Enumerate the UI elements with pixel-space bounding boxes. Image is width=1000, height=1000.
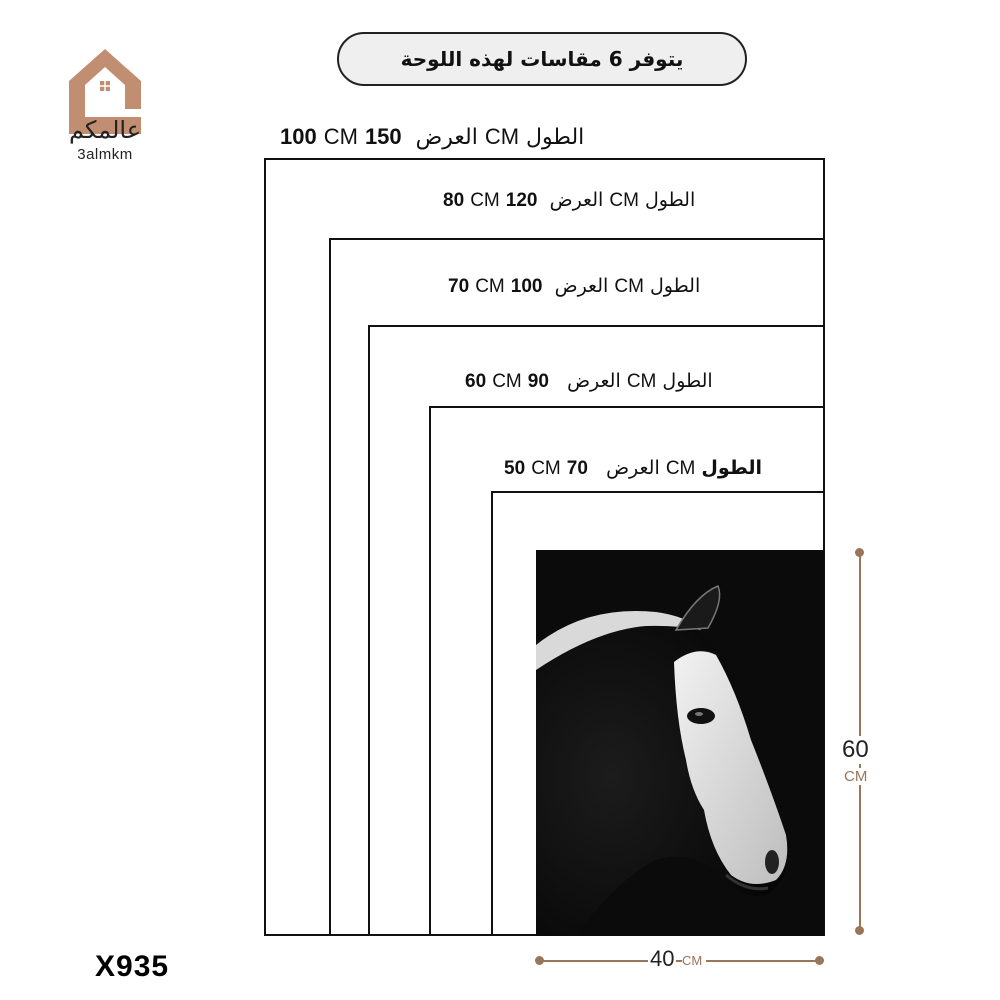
- width-label: العرض: [567, 370, 621, 392]
- length-label: الطول: [662, 370, 713, 392]
- length-value: 150: [364, 124, 402, 149]
- size-label-5: [504, 457, 762, 480]
- width-label: العرض: [549, 189, 604, 211]
- title-text: يتوفر 6 مقاسات لهذه اللوحة: [400, 47, 684, 71]
- width-label: العرض: [554, 275, 609, 297]
- painting-width-unit: CM: [682, 953, 706, 968]
- length-value: 100: [510, 276, 543, 297]
- length-label: الطول: [644, 189, 696, 211]
- length-label: الطول: [526, 125, 585, 150]
- width-dimension-start-dot: [535, 956, 544, 965]
- brand-name-latin: 3almkm: [77, 146, 133, 163]
- width-value: 50: [504, 458, 526, 479]
- length-value: 90: [527, 371, 549, 392]
- length-label: الطول: [649, 275, 701, 297]
- length-label: الطول: [701, 457, 762, 479]
- size-label-2: [443, 189, 695, 212]
- width-dimension-end-dot: [815, 956, 824, 965]
- unit: CM: [323, 124, 358, 149]
- title-badge: [337, 32, 747, 86]
- size-label-3: [448, 275, 700, 298]
- unit: CM: [475, 276, 505, 297]
- length-value: 70: [566, 458, 588, 479]
- painting-height-unit: CM: [844, 768, 868, 785]
- unit: CM: [531, 458, 561, 479]
- painting-height-value: 60: [842, 736, 869, 763]
- painting-width-value: 40: [650, 946, 675, 971]
- unit: CM: [614, 276, 644, 297]
- width-value: 80: [443, 190, 465, 211]
- unit: CM: [626, 371, 657, 392]
- width-value: 100: [280, 124, 317, 149]
- horse-painting: [536, 550, 824, 936]
- height-dimension-start-dot: [855, 548, 864, 557]
- size-label-4: [465, 370, 713, 393]
- width-value: 70: [448, 276, 470, 297]
- width-dimension-line: [540, 960, 820, 962]
- unit: CM: [492, 371, 522, 392]
- length-value: 120: [505, 190, 538, 211]
- height-dimension-end-dot: [855, 926, 864, 935]
- horse-head-icon: [536, 550, 824, 936]
- unit: CM: [470, 190, 500, 211]
- unit: CM: [665, 458, 696, 479]
- unit: CM: [609, 190, 639, 211]
- size-label-1: [280, 124, 584, 150]
- width-label: العرض: [415, 125, 478, 150]
- product-code: X935: [95, 950, 170, 983]
- width-label: العرض: [606, 457, 660, 479]
- brand-name-arabic: عالمكم: [68, 116, 142, 144]
- width-value: 60: [465, 371, 487, 392]
- unit: CM: [484, 124, 520, 149]
